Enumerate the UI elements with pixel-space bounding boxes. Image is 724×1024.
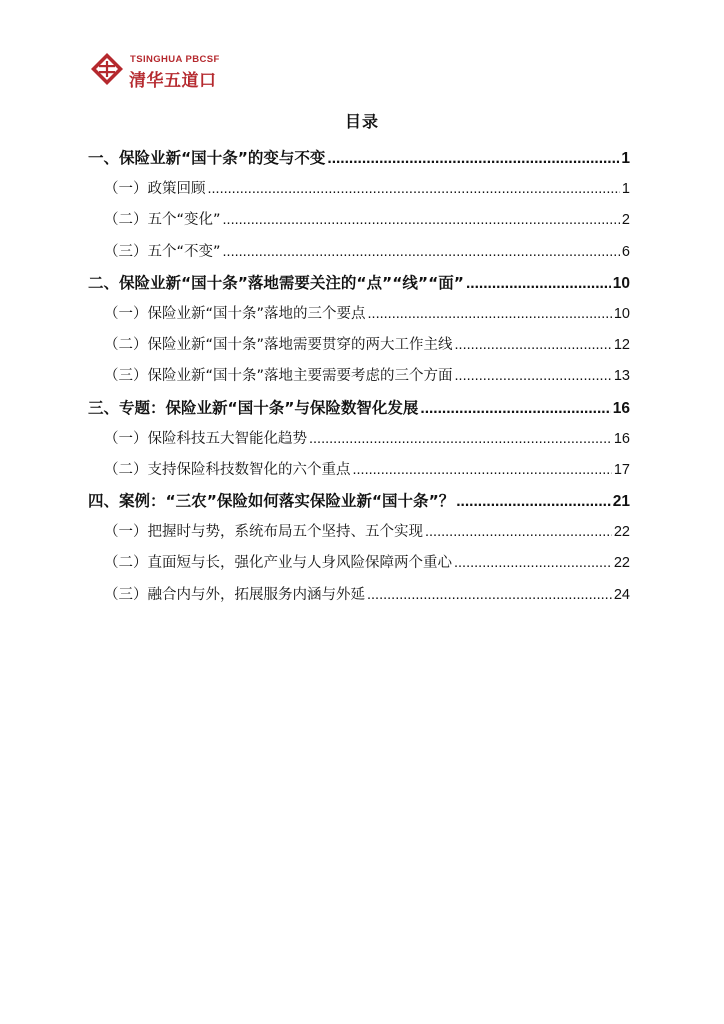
toc-title: 目录 bbox=[344, 112, 379, 131]
toc-page-number: 22 bbox=[613, 524, 630, 541]
toc-page-number: 10 bbox=[612, 274, 630, 292]
toc-subsection-entry[interactable] bbox=[88, 174, 630, 205]
logo-chinese-text: 清华五道口 bbox=[129, 71, 217, 91]
toc-section-entry[interactable] bbox=[88, 143, 630, 174]
toc-page-number: 13 bbox=[613, 368, 630, 385]
toc-section-entry[interactable] bbox=[88, 486, 630, 517]
toc-entry-label: （二）五个“变化” bbox=[104, 212, 221, 229]
toc-subsection-entry[interactable] bbox=[88, 299, 630, 330]
toc-entry-label: （二）直面短与长，强化产业与人身风险保障两个重心 bbox=[104, 555, 452, 572]
toc-page-number: 21 bbox=[612, 493, 630, 511]
toc-dot-leader bbox=[367, 580, 612, 611]
toc-entry-label: （一）保险科技五大智能化趋势 bbox=[104, 430, 307, 447]
toc-entry-label: （二）支持保险科技数智化的六个重点 bbox=[104, 461, 351, 478]
toc-page-number: 6 bbox=[621, 243, 630, 260]
toc-page-number: 22 bbox=[613, 555, 630, 572]
toc-subsection-entry[interactable] bbox=[88, 205, 630, 236]
toc-page-number: 16 bbox=[613, 430, 630, 447]
toc-subsection-entry[interactable] bbox=[88, 517, 630, 548]
toc-dot-leader bbox=[309, 424, 612, 455]
toc-entry-label: 一、保险业新“国十条”的变与不变 bbox=[88, 149, 326, 167]
toc-entry-label: （三）五个“不变” bbox=[104, 243, 221, 260]
toc-entry-label: （一）政策回顾 bbox=[104, 181, 206, 198]
toc-dot-leader bbox=[455, 361, 612, 392]
toc-dot-leader bbox=[368, 299, 612, 330]
toc-entry-label: 二、保险业新“国十条”落地需要关注的“点”“线”“面” bbox=[88, 273, 464, 292]
toc-entry-label: （一）保险业新“国十条”落地的三个要点 bbox=[104, 305, 366, 322]
toc-entry-label: （三）保险业新“国十条”落地主要需要考虑的三个方面 bbox=[104, 368, 453, 385]
toc-entry-label: （二）保险业新“国十条”落地需要贯穿的两大工作主线 bbox=[104, 337, 453, 354]
toc-page-number: 2 bbox=[621, 212, 630, 229]
toc-section-entry[interactable] bbox=[88, 268, 630, 299]
toc-section-entry[interactable] bbox=[88, 393, 630, 424]
toc-entry-label: 三、专题：保险业新“国十条”与保险数智化发展 bbox=[88, 398, 419, 417]
toc-page-number: 16 bbox=[612, 399, 630, 417]
toc-entry-label: （一）把握时与势，系统布局五个坚持、五个实现 bbox=[104, 524, 423, 541]
toc-subsection-entry[interactable] bbox=[88, 548, 630, 579]
toc-page-number: 12 bbox=[613, 337, 630, 354]
toc-dot-leader bbox=[420, 393, 610, 424]
logo-emblem-icon bbox=[90, 52, 124, 88]
toc-subsection-entry[interactable] bbox=[88, 580, 630, 611]
toc-dot-leader bbox=[327, 143, 619, 174]
toc-subsection-entry[interactable] bbox=[88, 330, 630, 361]
toc-subsection-entry[interactable] bbox=[88, 455, 630, 486]
toc-subsection-entry[interactable] bbox=[88, 361, 630, 392]
toc-dot-leader bbox=[223, 237, 620, 268]
toc-page-number: 1 bbox=[621, 150, 630, 167]
toc-page-number: 10 bbox=[613, 305, 630, 322]
toc-page-number: 1 bbox=[621, 181, 630, 198]
toc-entry-label: （三）融合内与外，拓展服务内涵与外延 bbox=[104, 586, 365, 603]
toc-dot-leader bbox=[425, 517, 612, 548]
logo-english-text: TSINGHUA PBCSF bbox=[130, 54, 220, 65]
toc-dot-leader bbox=[456, 486, 611, 517]
toc-page-number: 17 bbox=[613, 461, 630, 478]
tsinghua-pbcsf-logo bbox=[90, 52, 240, 91]
table-of-contents bbox=[88, 143, 630, 611]
toc-subsection-entry[interactable] bbox=[88, 424, 630, 455]
toc-dot-leader bbox=[455, 330, 612, 361]
toc-dot-leader bbox=[466, 268, 611, 299]
toc-dot-leader bbox=[208, 174, 620, 205]
toc-page-number: 24 bbox=[613, 586, 630, 603]
toc-subsection-entry[interactable] bbox=[88, 237, 630, 268]
toc-dot-leader bbox=[353, 455, 612, 486]
toc-entry-label: 四、案例：“三农”保险如何落实保险业新“国十条”？ bbox=[88, 492, 455, 511]
toc-dot-leader bbox=[223, 205, 620, 236]
toc-dot-leader bbox=[454, 548, 612, 579]
